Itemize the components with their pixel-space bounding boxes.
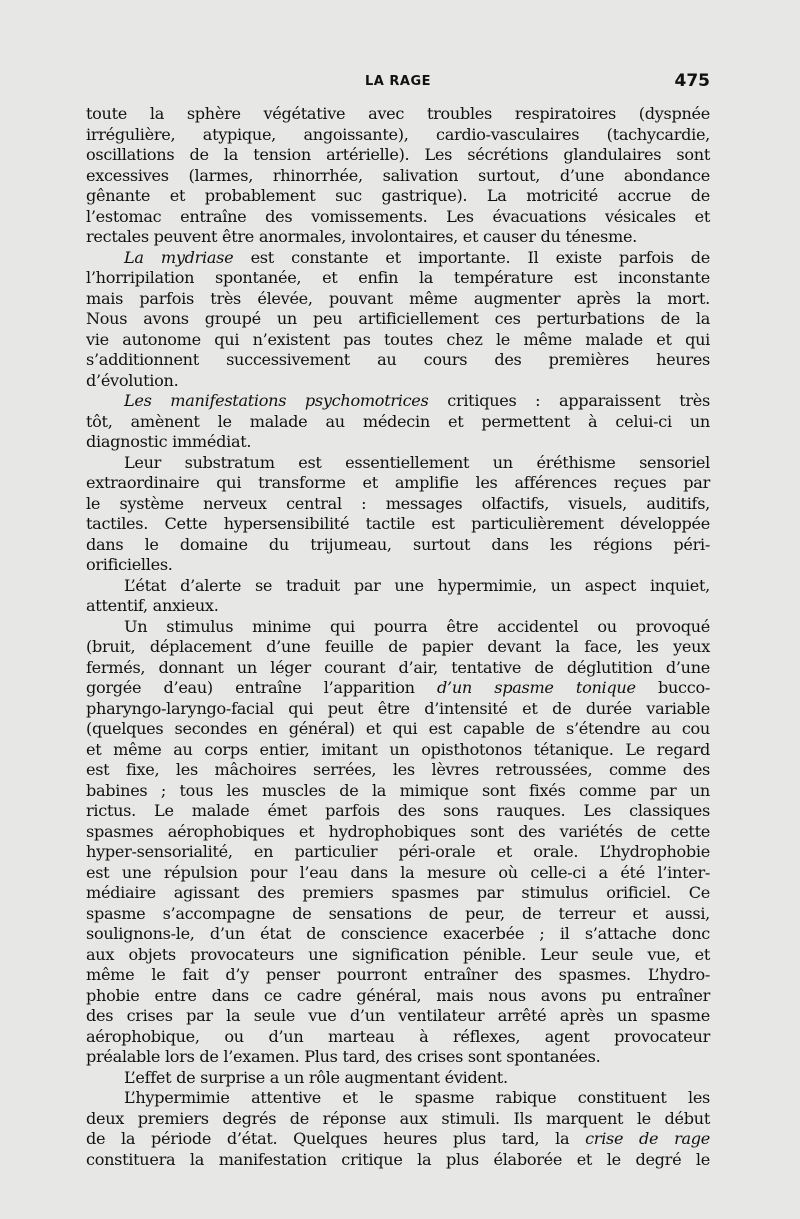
paragraph — [86, 576, 710, 617]
text-line: babines ; tous les muscles de la mimique sont fixés comme par un — [86, 780, 710, 800]
text-line: excessives (larmes, rhinorrhée, salivation surtout, d’une abondance — [86, 165, 710, 185]
text-line: gênante et probablement suc gastrique). La motricité accrue de — [86, 186, 710, 205]
text-line: gorgée d’eau) entraîne l’apparition d’un spasme tonique bucco- — [86, 678, 710, 697]
body-text — [86, 104, 710, 1170]
text-line: Nous avons groupé un peu artificiellement ces perturbations de la — [86, 309, 710, 328]
text-line: deux premiers degrés de réponse aux stimuli. Ils marquent le début — [86, 1108, 710, 1128]
text-line: et même au corps entier, imitant un opisthotonos tétanique. Le regard — [86, 739, 710, 759]
text-line: toute la sphère végétative avec troubles respiratoires (dyspnée — [86, 104, 710, 123]
text-line: spasmes aérophobiques et hydrophobiques sont des variétés de cette — [86, 821, 710, 841]
paragraph — [86, 453, 710, 576]
text-line: s’additionnent successivement au cours des premières heures — [86, 350, 710, 369]
paragraph — [86, 104, 710, 248]
text-line: même le fait d’y penser pourront entraîner des spasmes. L’hydro- — [86, 965, 710, 984]
text-line: aérophobique, ou d’un marteau à réflexes, agent provocateur — [86, 1026, 710, 1046]
italic-term: d’un spasme tonique — [437, 678, 636, 697]
paragraph — [86, 1068, 710, 1089]
running-title: LA RAGE — [365, 74, 431, 89]
italic-term: Les manifestations psychomotrices — [124, 391, 429, 410]
text-line: hyper-sensorialité, en particulier péri-orale et orale. L’hydrophobie — [86, 842, 710, 861]
text-line: (quelques secondes en général) et qui est capable de s’étendre au cou — [86, 719, 710, 738]
text-line: préalable lors de l’examen. Plus tard, des crises sont spontanées. — [86, 1047, 601, 1066]
text-line: l’estomac entraîne des vomissements. Les évacuations vésicales et — [86, 206, 710, 226]
text-line: (bruit, déplacement d’une feuille de papier devant la face, les yeux — [86, 637, 710, 656]
text-line: dans le domaine du trijumeau, surtout dans les régions péri- — [86, 534, 710, 554]
text-line: extraordinaire qui transforme et amplifie les afférences reçues par — [86, 473, 710, 492]
text-line: L’état d’alerte se traduit par une hypermimie, un aspect inquiet, — [124, 575, 710, 595]
text-line: est fixe, les mâchoires serrées, les lèvres retroussées, comme des — [86, 760, 710, 779]
text-line: tôt, amènent le malade au médecin et permettent à celui-ci un — [86, 411, 710, 431]
text-line: constituera la manifestation critique la plus élaborée et le degré le — [86, 1149, 710, 1169]
text-line: vie autonome qui n’existent pas toutes chez le même malade et qui — [86, 329, 710, 349]
text-line: fermés, donnant un léger courant d’air, tentative de déglutition d’une — [86, 657, 710, 677]
page-number: 475 — [674, 71, 710, 91]
text-line: oscillations de la tension artérielle). Les sécrétions glandulaires sont — [86, 145, 710, 164]
text-line: mais parfois très élevée, pouvant même augmenter après la mort. — [86, 288, 710, 308]
paragraph — [86, 248, 710, 392]
text-line: l’horripilation spontanée, et enfin la température est inconstante — [86, 268, 710, 287]
running-head — [86, 71, 710, 96]
italic-term: crise de rage — [585, 1129, 710, 1148]
text-line: L’effet de surprise a un rôle augmentant évident. — [124, 1067, 508, 1087]
text-line: des crises par la seule vue d’un ventilateur arrêté après un spasme — [86, 1006, 710, 1025]
text-line: aux objets provocateurs une signification pénible. Leur seule vue, et — [86, 944, 710, 964]
text-line: pharyngo-laryngo-facial qui peut être d’intensité et de durée variable — [86, 698, 710, 718]
text-line: tactiles. Cette hypersensibilité tactile est particulièrement développée — [86, 514, 710, 533]
text-line: médiaire agissant des premiers spasmes par stimulus orificiel. Ce — [86, 883, 710, 902]
paragraph — [86, 1088, 710, 1170]
text-line: rictus. Le malade émet parfois des sons rauques. Les classiques — [86, 801, 710, 820]
text-line: soulignons-le, d’un état de conscience exacerbée ; il s’attache donc — [86, 924, 710, 943]
text-line: d’évolution. — [86, 370, 179, 390]
text-line: est une répulsion pour l’eau dans la mesure où celle-ci a été l’inter- — [86, 862, 710, 882]
text-line: de la période d’état. Quelques heures plus tard, la crise de rage — [86, 1129, 710, 1148]
text-line: irrégulière, atypique, angoissante), cardio-vasculaires (tachycardie, — [86, 124, 710, 144]
text-line: Les manifestations psychomotrices critiques : apparaissent très — [124, 391, 710, 410]
text-line: La mydriase est constante et importante. Il existe parfois de — [124, 247, 710, 267]
text-line: orificielles. — [86, 555, 173, 574]
text-line: Un stimulus minime qui pourra être accidentel ou provoqué — [124, 616, 710, 636]
text-line: spasme s’accompagne de sensations de peur, de terreur et aussi, — [86, 903, 710, 923]
paragraph — [86, 617, 710, 1068]
text-line: phobie entre dans ce cadre général, mais nous avons pu entraîner — [86, 985, 710, 1005]
text-line: attentif, anxieux. — [86, 596, 219, 615]
paragraph — [86, 391, 710, 453]
italic-term: La mydriase — [124, 247, 234, 267]
text-line: rectales peuvent être anormales, involontaires, et causer du ténesme. — [86, 227, 637, 246]
text-line: diagnostic immédiat. — [86, 432, 252, 451]
text-line: L’hypermimie attentive et le spasme rabique constituent les — [124, 1088, 710, 1107]
text-line: Leur substratum est essentiellement un éréthisme sensoriel — [124, 452, 710, 472]
text-line: le système nerveux central : messages olfactifs, visuels, auditifs, — [86, 493, 710, 513]
